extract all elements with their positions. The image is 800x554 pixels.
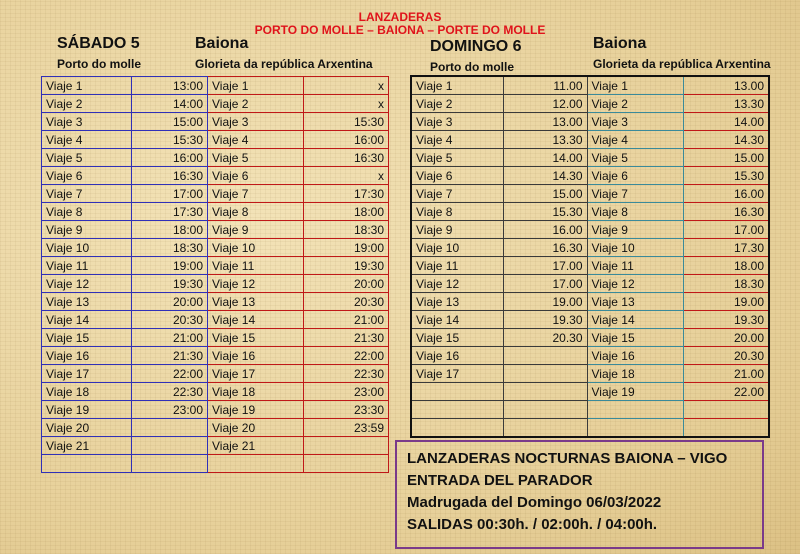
trip-label-cell: Viaje 18 xyxy=(42,383,132,401)
sunday-origin-left: Porto do molle xyxy=(430,60,514,74)
trip-label-cell: Viaje 11 xyxy=(208,257,304,275)
trip-label-cell: Viaje 19 xyxy=(587,383,683,401)
departure-time-cell: 17.00 xyxy=(683,221,769,239)
departure-time-cell: 17:30 xyxy=(304,185,389,203)
departure-time-cell xyxy=(503,365,587,383)
departure-time-cell: 14.30 xyxy=(503,167,587,185)
trip-label-cell: Viaje 16 xyxy=(411,347,503,365)
departure-time-cell: 21:00 xyxy=(304,311,389,329)
departure-time-cell: 20:00 xyxy=(132,293,208,311)
trip-label-cell: Viaje 1 xyxy=(411,76,503,95)
trip-label-cell: Viaje 5 xyxy=(42,149,132,167)
departure-time-cell: 12.00 xyxy=(503,95,587,113)
trip-label-cell: Viaje 16 xyxy=(587,347,683,365)
table-row xyxy=(42,437,389,455)
table-row xyxy=(411,221,769,239)
departure-time-cell: 15:00 xyxy=(132,113,208,131)
saturday-schedule-table xyxy=(41,76,389,473)
departure-time-cell: 17:00 xyxy=(132,185,208,203)
departure-time-cell: 16.30 xyxy=(503,239,587,257)
trip-label-cell: Viaje 7 xyxy=(208,185,304,203)
departure-time-cell xyxy=(503,383,587,401)
trip-label-cell xyxy=(208,455,304,473)
departure-time-cell: 17.00 xyxy=(503,257,587,275)
table-row xyxy=(42,239,389,257)
table-row xyxy=(411,239,769,257)
departure-time-cell: 20:30 xyxy=(304,293,389,311)
departure-time-cell xyxy=(503,401,587,419)
departure-time-cell: 14.00 xyxy=(503,149,587,167)
table-row xyxy=(411,419,769,438)
departure-time-cell xyxy=(503,419,587,438)
departure-time-cell: 16:00 xyxy=(132,149,208,167)
sunday-city: Baiona xyxy=(593,35,647,52)
departure-time-cell: 16:00 xyxy=(304,131,389,149)
departure-time-cell: 22:30 xyxy=(304,365,389,383)
trip-label-cell xyxy=(411,383,503,401)
trip-label-cell: Viaje 16 xyxy=(208,347,304,365)
trip-label-cell: Viaje 16 xyxy=(42,347,132,365)
trip-label-cell: Viaje 7 xyxy=(411,185,503,203)
trip-label-cell xyxy=(587,401,683,419)
departure-time-cell: 19:30 xyxy=(304,257,389,275)
trip-label-cell xyxy=(42,455,132,473)
trip-label-cell: Viaje 6 xyxy=(42,167,132,185)
departure-time-cell xyxy=(503,347,587,365)
departure-time-cell: 11.00 xyxy=(503,76,587,95)
table-row xyxy=(411,293,769,311)
departure-time-cell: 15.00 xyxy=(683,149,769,167)
departure-time-cell: 13.00 xyxy=(683,76,769,95)
departure-time-cell: 20.30 xyxy=(683,347,769,365)
departure-time-cell: 23:30 xyxy=(304,401,389,419)
departure-time-cell: 18.00 xyxy=(683,257,769,275)
departure-time-cell: 20.00 xyxy=(683,329,769,347)
trip-label-cell: Viaje 15 xyxy=(411,329,503,347)
trip-label-cell: Viaje 3 xyxy=(42,113,132,131)
departure-time-cell: 22:00 xyxy=(304,347,389,365)
table-row xyxy=(42,95,389,113)
trip-label-cell: Viaje 15 xyxy=(587,329,683,347)
trip-label-cell: Viaje 4 xyxy=(411,131,503,149)
trip-label-cell: Viaje 4 xyxy=(42,131,132,149)
table-row xyxy=(411,131,769,149)
departure-time-cell: 19.30 xyxy=(683,311,769,329)
table-row xyxy=(42,203,389,221)
departure-time-cell: 14:00 xyxy=(132,95,208,113)
trip-label-cell: Viaje 12 xyxy=(208,275,304,293)
trip-label-cell: Viaje 20 xyxy=(42,419,132,437)
trip-label-cell: Viaje 12 xyxy=(42,275,132,293)
trip-label-cell: Viaje 21 xyxy=(208,437,304,455)
trip-label-cell: Viaje 6 xyxy=(208,167,304,185)
departure-time-cell: 18:30 xyxy=(304,221,389,239)
trip-label-cell: Viaje 8 xyxy=(208,203,304,221)
trip-label-cell: Viaje 2 xyxy=(587,95,683,113)
table-row xyxy=(42,347,389,365)
trip-label-cell: Viaje 6 xyxy=(411,167,503,185)
departure-time-cell: 21.00 xyxy=(683,365,769,383)
departure-time-cell: 18:00 xyxy=(304,203,389,221)
trip-label-cell: Viaje 8 xyxy=(587,203,683,221)
trip-label-cell: Viaje 17 xyxy=(208,365,304,383)
saturday-city: Baiona xyxy=(195,35,249,52)
trip-label-cell: Viaje 3 xyxy=(208,113,304,131)
departure-time-cell: 21:30 xyxy=(304,329,389,347)
trip-label-cell: Viaje 13 xyxy=(42,293,132,311)
trip-label-cell: Viaje 2 xyxy=(42,95,132,113)
departure-time-cell: 13.30 xyxy=(683,95,769,113)
trip-label-cell: Viaje 19 xyxy=(208,401,304,419)
departure-time-cell: 13:00 xyxy=(132,77,208,95)
table-row xyxy=(411,365,769,383)
night-shuttle-notice xyxy=(395,440,764,549)
trip-label-cell: Viaje 13 xyxy=(411,293,503,311)
trip-label-cell: Viaje 1 xyxy=(587,76,683,95)
sunday-origin-right: Glorieta da república Arxentina xyxy=(593,57,771,71)
trip-label-cell: Viaje 9 xyxy=(42,221,132,239)
trip-label-cell: Viaje 19 xyxy=(42,401,132,419)
departure-time-cell: 18.30 xyxy=(683,275,769,293)
trip-label-cell: Viaje 14 xyxy=(42,311,132,329)
table-row xyxy=(42,311,389,329)
trip-label-cell: Viaje 2 xyxy=(208,95,304,113)
departure-time-cell: 19.30 xyxy=(503,311,587,329)
table-row xyxy=(42,221,389,239)
doc-subtitle: PORTO DO MOLLE – BAIONA – PORTE DO MOLLE xyxy=(254,23,546,37)
trip-label-cell: Viaje 13 xyxy=(208,293,304,311)
table-row xyxy=(411,257,769,275)
table-row xyxy=(42,257,389,275)
trip-label-cell: Viaje 18 xyxy=(587,365,683,383)
departure-time-cell: 16:30 xyxy=(132,167,208,185)
trip-label-cell xyxy=(411,419,503,438)
departure-time-cell: 16.00 xyxy=(503,221,587,239)
saturday-origin-right: Glorieta da república Arxentina xyxy=(195,57,373,71)
doc-title: LANZADERAS xyxy=(358,10,442,24)
departure-time-cell: 22:00 xyxy=(132,365,208,383)
table-row xyxy=(411,113,769,131)
trip-label-cell: Viaje 14 xyxy=(411,311,503,329)
departure-time-cell: 15.00 xyxy=(503,185,587,203)
trip-label-cell: Viaje 18 xyxy=(208,383,304,401)
trip-label-cell: Viaje 11 xyxy=(411,257,503,275)
departure-time-cell xyxy=(132,437,208,455)
trip-label-cell: Viaje 15 xyxy=(42,329,132,347)
trip-label-cell: Viaje 1 xyxy=(208,77,304,95)
notice-line-4: SALIDAS 00:30h. / 02:00h. / 04:00h. xyxy=(407,516,658,533)
trip-label-cell: Viaje 1 xyxy=(42,77,132,95)
table-row xyxy=(42,419,389,437)
departure-time-cell xyxy=(132,419,208,437)
table-row xyxy=(411,311,769,329)
notice-line-1: LANZADERAS NOCTURNAS BAIONA – VIGO xyxy=(407,450,728,467)
table-row xyxy=(411,347,769,365)
sunday-schedule-table xyxy=(410,75,770,438)
departure-time-cell: 19.00 xyxy=(683,293,769,311)
trip-label-cell: Viaje 9 xyxy=(587,221,683,239)
trip-label-cell: Viaje 10 xyxy=(208,239,304,257)
departure-time-cell: 15.30 xyxy=(503,203,587,221)
table-row xyxy=(411,76,769,95)
notice-line-3: Madrugada del Domingo 06/03/2022 xyxy=(407,494,662,511)
trip-label-cell: Viaje 8 xyxy=(411,203,503,221)
trip-label-cell: Viaje 2 xyxy=(411,95,503,113)
trip-label-cell xyxy=(587,419,683,438)
table-row xyxy=(411,275,769,293)
departure-time-cell: x xyxy=(304,167,389,185)
departure-time-cell: 20:00 xyxy=(304,275,389,293)
trip-label-cell: Viaje 5 xyxy=(411,149,503,167)
trip-label-cell: Viaje 17 xyxy=(42,365,132,383)
table-row xyxy=(411,167,769,185)
table-row xyxy=(42,401,389,419)
trip-label-cell: Viaje 10 xyxy=(411,239,503,257)
table-row xyxy=(42,167,389,185)
trip-label-cell: Viaje 5 xyxy=(587,149,683,167)
departure-time-cell: 23:59 xyxy=(304,419,389,437)
trip-label-cell: Viaje 11 xyxy=(587,257,683,275)
trip-label-cell: Viaje 7 xyxy=(587,185,683,203)
departure-time-cell: x xyxy=(304,77,389,95)
trip-label-cell: Viaje 20 xyxy=(208,419,304,437)
trip-label-cell: Viaje 8 xyxy=(42,203,132,221)
table-row xyxy=(411,203,769,221)
saturday-heading: SÁBADO 5 xyxy=(57,35,140,52)
departure-time-cell: 19:00 xyxy=(304,239,389,257)
trip-label-cell: Viaje 12 xyxy=(411,275,503,293)
table-row xyxy=(42,383,389,401)
departure-time-cell: 14.30 xyxy=(683,131,769,149)
departure-time-cell: 19.00 xyxy=(503,293,587,311)
departure-time-cell: 17.00 xyxy=(503,275,587,293)
departure-time-cell: 16:30 xyxy=(304,149,389,167)
trip-label-cell: Viaje 12 xyxy=(587,275,683,293)
table-row xyxy=(42,149,389,167)
trip-label-cell: Viaje 5 xyxy=(208,149,304,167)
trip-label-cell: Viaje 11 xyxy=(42,257,132,275)
table-row xyxy=(42,293,389,311)
departure-time-cell: 21:00 xyxy=(132,329,208,347)
notice-line-2: ENTRADA DEL PARADOR xyxy=(407,472,593,489)
departure-time-cell: 16.30 xyxy=(683,203,769,221)
table-row xyxy=(411,383,769,401)
table-row xyxy=(411,329,769,347)
saturday-origin-left: Porto do molle xyxy=(57,57,141,71)
departure-time-cell: 17:30 xyxy=(132,203,208,221)
trip-label-cell xyxy=(411,401,503,419)
trip-label-cell: Viaje 9 xyxy=(411,221,503,239)
trip-label-cell: Viaje 21 xyxy=(42,437,132,455)
departure-time-cell: 15.30 xyxy=(683,167,769,185)
table-row xyxy=(411,95,769,113)
departure-time-cell xyxy=(683,401,769,419)
departure-time-cell: 19:00 xyxy=(132,257,208,275)
departure-time-cell: 17.30 xyxy=(683,239,769,257)
departure-time-cell: 20:30 xyxy=(132,311,208,329)
table-row xyxy=(411,185,769,203)
trip-label-cell: Viaje 9 xyxy=(208,221,304,239)
departure-time-cell: 13.30 xyxy=(503,131,587,149)
departure-time-cell: 19:30 xyxy=(132,275,208,293)
table-row xyxy=(42,77,389,95)
departure-time-cell: 20.30 xyxy=(503,329,587,347)
departure-time-cell: 13.00 xyxy=(503,113,587,131)
table-row xyxy=(42,365,389,383)
sunday-heading: DOMINGO 6 xyxy=(430,38,522,55)
departure-time-cell: 22:30 xyxy=(132,383,208,401)
table-row xyxy=(42,185,389,203)
departure-time-cell: x xyxy=(304,95,389,113)
departure-time-cell: 21:30 xyxy=(132,347,208,365)
departure-time-cell: 22.00 xyxy=(683,383,769,401)
trip-label-cell: Viaje 4 xyxy=(587,131,683,149)
trip-label-cell: Viaje 10 xyxy=(587,239,683,257)
trip-label-cell: Viaje 3 xyxy=(587,113,683,131)
departure-time-cell xyxy=(683,419,769,438)
table-row xyxy=(42,329,389,347)
trip-label-cell: Viaje 15 xyxy=(208,329,304,347)
trip-label-cell: Viaje 3 xyxy=(411,113,503,131)
trip-label-cell: Viaje 13 xyxy=(587,293,683,311)
trip-label-cell: Viaje 4 xyxy=(208,131,304,149)
departure-time-cell xyxy=(132,455,208,473)
trip-label-cell: Viaje 14 xyxy=(208,311,304,329)
table-row xyxy=(411,401,769,419)
table-row xyxy=(42,113,389,131)
departure-time-cell xyxy=(304,437,389,455)
departure-time-cell: 23:00 xyxy=(304,383,389,401)
trip-label-cell: Viaje 17 xyxy=(411,365,503,383)
departure-time-cell: 18:00 xyxy=(132,221,208,239)
trip-label-cell: Viaje 7 xyxy=(42,185,132,203)
trip-label-cell: Viaje 10 xyxy=(42,239,132,257)
table-row xyxy=(42,275,389,293)
departure-time-cell xyxy=(304,455,389,473)
departure-time-cell: 15:30 xyxy=(132,131,208,149)
table-row xyxy=(42,131,389,149)
departure-time-cell: 15:30 xyxy=(304,113,389,131)
departure-time-cell: 23:00 xyxy=(132,401,208,419)
table-row xyxy=(42,455,389,473)
departure-time-cell: 16.00 xyxy=(683,185,769,203)
departure-time-cell: 14.00 xyxy=(683,113,769,131)
trip-label-cell: Viaje 6 xyxy=(587,167,683,185)
table-row xyxy=(411,149,769,167)
trip-label-cell: Viaje 14 xyxy=(587,311,683,329)
departure-time-cell: 18:30 xyxy=(132,239,208,257)
